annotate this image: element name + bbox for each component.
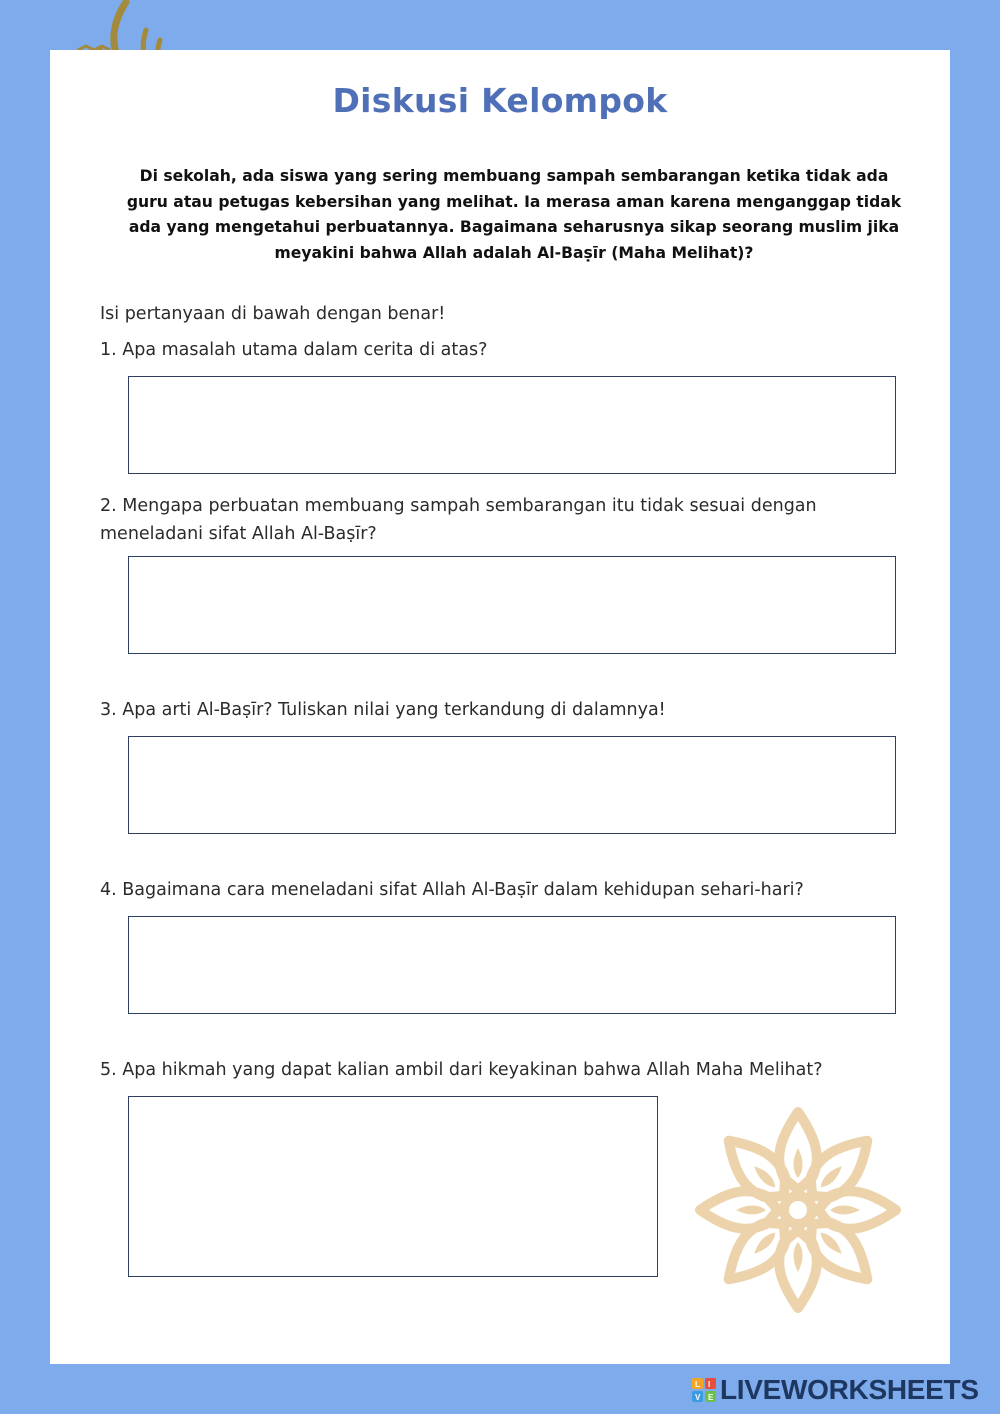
question-4: 4. Bagaimana cara meneladani sifat Allah Al-Baṣīr dalam kehidupan sehari-hari? [100,880,804,900]
story-line: guru atau petugas kebersihan yang melihat. Ia merasa aman karena menganggap tidak [126,192,902,211]
logo-letter-e: E [708,1393,714,1402]
question-1: 1. Apa masalah utama dalam cerita di atas? [100,340,488,360]
story-line: ada yang mengetahui perbuatannya. Bagaimana seharusnya sikap seorang muslim jika [128,218,900,236]
answer-box-1[interactable] [128,376,896,474]
question-2-line-1: 2. Mengapa perbuatan membuang sampah sembarangan itu tidak sesuai dengan [100,496,817,516]
liveworksheets-logo-icon [692,1378,716,1402]
instruction-text: Isi pertanyaan di bawah dengan benar! [100,304,446,324]
answer-box-5[interactable] [128,1096,658,1277]
story-line: meyakini bahwa Allah adalah Al-Baṣīr (Maha Melihat)? [274,243,754,262]
logo-letter-l: L [695,1380,700,1389]
story-line: Di sekolah, ada siswa yang sering membuang sampah sembarangan ketika tidak ada [139,167,889,185]
answer-box-2[interactable] [128,556,896,654]
story-paragraph [110,164,918,266]
question-5: 5. Apa hikmah yang dapat kalian ambil dari keyakinan bahwa Allah Maha Melihat? [100,1060,823,1080]
islamic-flower-ornament [694,1106,902,1314]
logo-letter-i: I [708,1380,711,1389]
question-3: 3. Apa arti Al-Baṣīr? Tuliskan nilai yang terkandung di dalamnya! [100,700,666,720]
page-title: Diskusi Kelompok [332,80,668,120]
answer-box-4[interactable] [128,916,896,1014]
liveworksheets-logo [692,1374,979,1406]
liveworksheets-logo-text: LIVEWORKSHEETS [720,1374,979,1405]
question-2 [100,492,817,548]
logo-letter-v: V [695,1393,701,1402]
question-2-line-2: meneladani sifat Allah Al-Baṣīr? [100,524,377,544]
answer-box-3[interactable] [128,736,896,834]
